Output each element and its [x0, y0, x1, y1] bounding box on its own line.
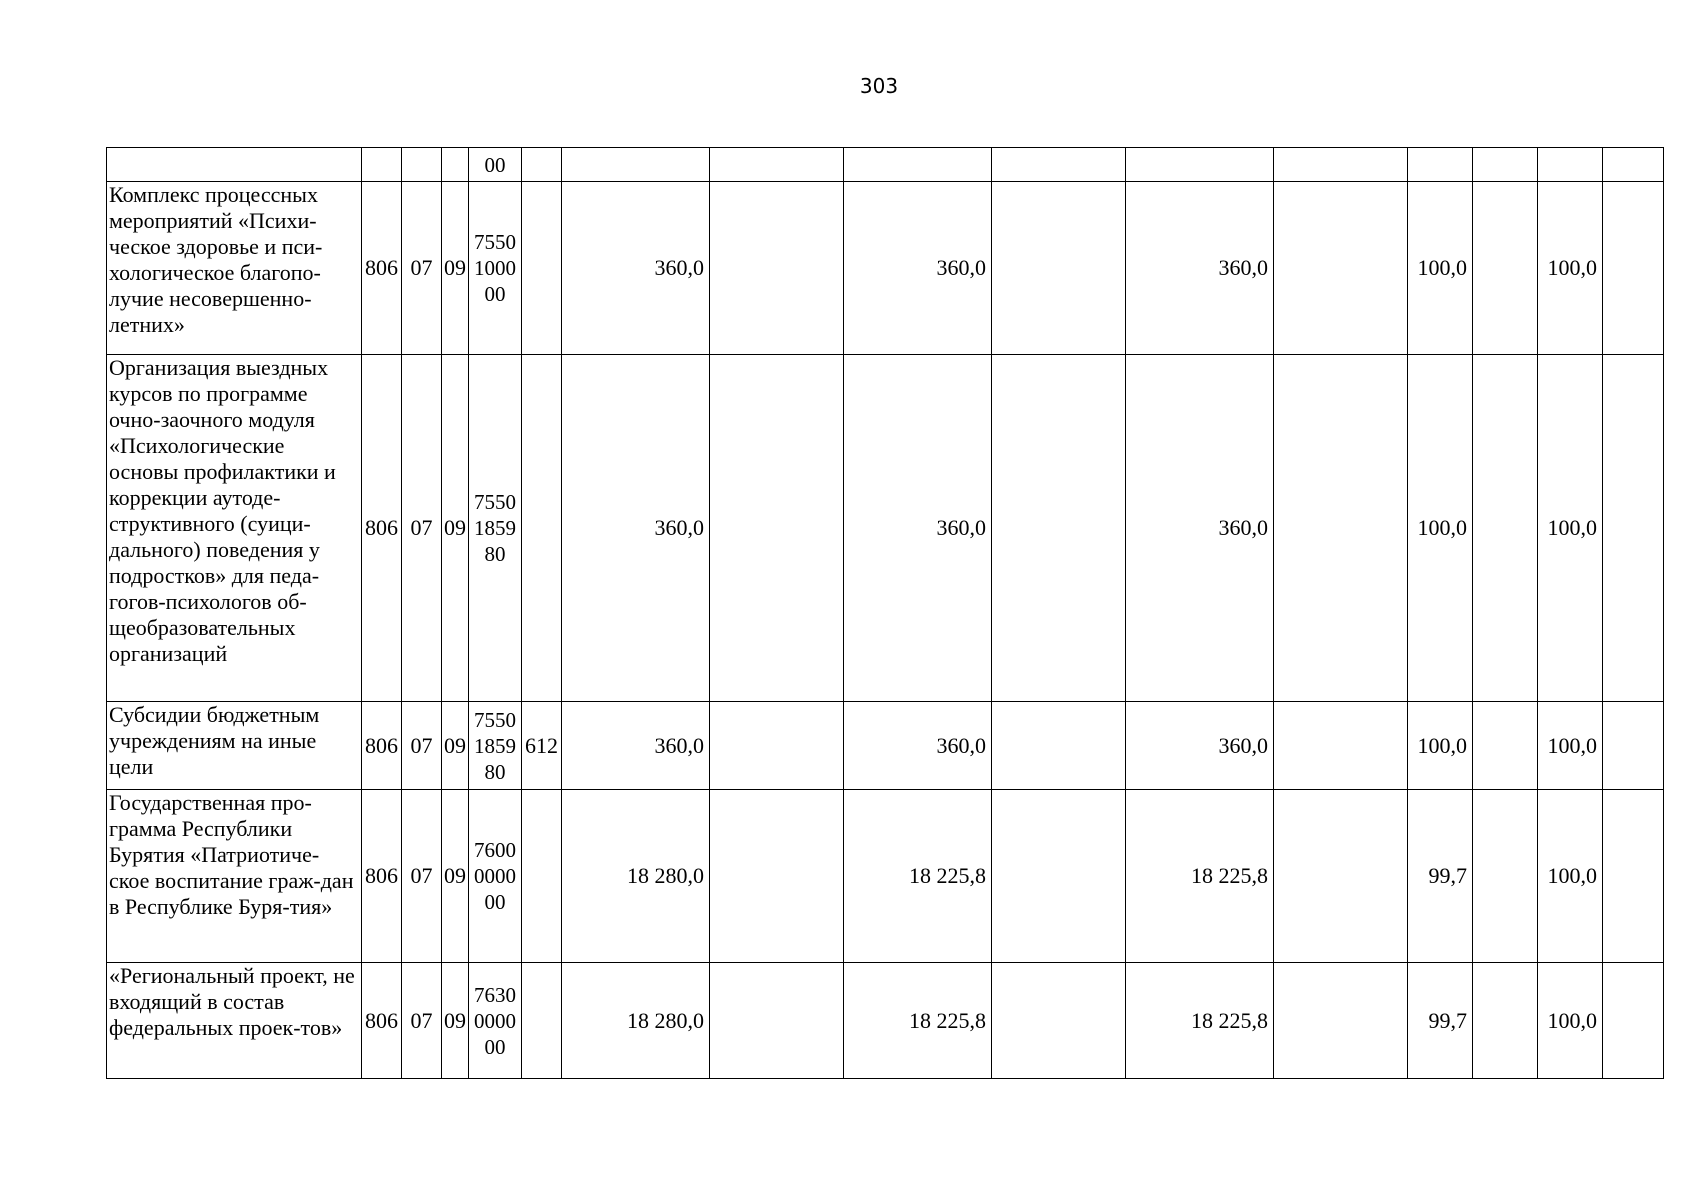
plan-amount-cell: 360,0: [562, 182, 710, 355]
empty-cell: [710, 148, 844, 182]
empty-cell: [710, 790, 844, 963]
target-article-part: 7550: [474, 490, 516, 514]
empty-cell: [992, 963, 1126, 1079]
empty-cell: [1473, 148, 1538, 182]
target-article-part: 0000: [474, 1008, 516, 1033]
percent-ratio-cell: 100,0: [1538, 963, 1603, 1079]
empty-cell: [1603, 790, 1664, 963]
executed-amount-cell: 18 225,8: [1126, 790, 1274, 963]
target-article-part: 80: [484, 542, 506, 566]
row-name-cell: Государственная про-грамма Республики Бурятия «Патриотиче-ское воспитание граж-дан в Республике Буря-тия»: [107, 790, 362, 963]
target-article-cell: [469, 182, 522, 355]
target-article-part: 7600: [474, 838, 516, 862]
target-article-cell: [469, 355, 522, 702]
section-code-cell: 07: [402, 355, 442, 702]
percent-ratio-cell: 100,0: [1538, 702, 1603, 790]
executed-amount-cell: 18 225,8: [1126, 963, 1274, 1079]
executed-amount-cell: 360,0: [1126, 355, 1274, 702]
ved-code-cell: 806: [362, 790, 402, 963]
target-article-part: 00: [484, 1034, 506, 1059]
executed-amount-cell: 360,0: [1126, 702, 1274, 790]
row-name-cell: Комплекс процессных мероприятий «Психи-ческое здоровье и пси-хологическое благопо-лучие несовершенно-летних»: [107, 182, 362, 355]
percent-ratio-cell: [1538, 148, 1603, 182]
target-article-part: 0000: [474, 864, 516, 888]
expense-type-cell: [522, 963, 562, 1079]
fact-amount-cell: 360,0: [844, 355, 992, 702]
percent-ratio-cell: 100,0: [1538, 790, 1603, 963]
empty-cell: [1274, 702, 1408, 790]
subsection-code-cell: 09: [442, 963, 469, 1079]
row-name-cell: Организация выездных курсов по программе очно-заочного модуля «Психологические основы профилактики и коррекции аутоде-структивного (суици-дального) поведения у подростков» для педа-гогов-психологов об-щеобразовательных организаций: [107, 355, 362, 702]
table-row: [107, 182, 1664, 355]
target-article-cell: [469, 790, 522, 963]
empty-cell: [1603, 355, 1664, 702]
subsection-code-cell: 09: [442, 355, 469, 702]
target-article-cell: [469, 963, 522, 1079]
percent-execution-cell: 100,0: [1408, 702, 1473, 790]
page-number: 303: [859, 74, 899, 98]
empty-cell: [992, 355, 1126, 702]
subsection-code-cell: 09: [442, 702, 469, 790]
budget-table: [106, 147, 1664, 1079]
expense-type-cell: [522, 790, 562, 963]
plan-amount-cell: 360,0: [562, 702, 710, 790]
empty-cell: [1603, 182, 1664, 355]
executed-amount-cell: [1126, 148, 1274, 182]
target-article-part: 80: [484, 759, 506, 784]
empty-cell: [710, 963, 844, 1079]
plan-amount-cell: [562, 148, 710, 182]
ved-code-cell: 806: [362, 182, 402, 355]
target-article-part: 00: [484, 282, 506, 306]
subsection-code-cell: [442, 148, 469, 182]
empty-cell: [992, 148, 1126, 182]
empty-cell: [1603, 963, 1664, 1079]
expense-type-cell: [522, 355, 562, 702]
target-article-cell: [469, 148, 522, 182]
empty-cell: [710, 355, 844, 702]
ved-code-cell: 806: [362, 355, 402, 702]
fact-amount-cell: [844, 148, 992, 182]
empty-cell: [1473, 790, 1538, 963]
table-row: [107, 355, 1664, 702]
section-code-cell: 07: [402, 963, 442, 1079]
target-article-part: 1859: [474, 733, 516, 758]
empty-cell: [1274, 790, 1408, 963]
percent-ratio-cell: 100,0: [1538, 182, 1603, 355]
target-article-part: 7630: [474, 982, 516, 1007]
section-code-cell: 07: [402, 702, 442, 790]
subsection-code-cell: 09: [442, 182, 469, 355]
empty-cell: [1274, 182, 1408, 355]
percent-execution-cell: 100,0: [1408, 355, 1473, 702]
row-name-cell: Субсидии бюджетным учреждениям на иные цели: [107, 702, 362, 790]
section-code-cell: [402, 148, 442, 182]
empty-cell: [1274, 963, 1408, 1079]
expense-type-cell: [522, 182, 562, 355]
percent-execution-cell: 99,7: [1408, 963, 1473, 1079]
section-code-cell: 07: [402, 790, 442, 963]
fact-amount-cell: 360,0: [844, 702, 992, 790]
empty-cell: [710, 182, 844, 355]
table-row: [107, 148, 1664, 182]
empty-cell: [1473, 355, 1538, 702]
target-article-cell: [469, 702, 522, 790]
percent-execution-cell: 99,7: [1408, 790, 1473, 963]
executed-amount-cell: 360,0: [1126, 182, 1274, 355]
empty-cell: [992, 182, 1126, 355]
empty-cell: [992, 702, 1126, 790]
row-name-cell: «Региональный проект, не входящий в состав федеральных проек-тов»: [107, 963, 362, 1079]
empty-cell: [1473, 182, 1538, 355]
fact-amount-cell: 360,0: [844, 182, 992, 355]
subsection-code-cell: 09: [442, 790, 469, 963]
ved-code-cell: 806: [362, 963, 402, 1079]
ved-code-cell: [362, 148, 402, 182]
target-article-part: 7550: [474, 707, 516, 732]
target-article-part: 7550: [474, 230, 516, 254]
fact-amount-cell: 18 225,8: [844, 963, 992, 1079]
percent-execution-cell: 100,0: [1408, 182, 1473, 355]
empty-cell: [1274, 148, 1408, 182]
percent-execution-cell: [1408, 148, 1473, 182]
target-article-part: 1859: [474, 516, 516, 540]
fact-amount-cell: 18 225,8: [844, 790, 992, 963]
plan-amount-cell: 18 280,0: [562, 963, 710, 1079]
table-row: [107, 702, 1664, 790]
empty-cell: [1603, 148, 1664, 182]
empty-cell: [1603, 702, 1664, 790]
section-code-cell: 07: [402, 182, 442, 355]
empty-cell: [992, 790, 1126, 963]
table-row: [107, 790, 1664, 963]
percent-ratio-cell: 100,0: [1538, 355, 1603, 702]
target-article-part: 00: [484, 890, 506, 914]
table-row: [107, 963, 1664, 1079]
empty-cell: [1274, 355, 1408, 702]
expense-type-cell: [522, 148, 562, 182]
expense-type-cell: 612: [522, 702, 562, 790]
target-article-part: 00: [484, 152, 506, 177]
target-article-part: 1000: [474, 256, 516, 280]
empty-cell: [1473, 963, 1538, 1079]
empty-cell: [710, 702, 844, 790]
plan-amount-cell: 18 280,0: [562, 790, 710, 963]
row-name-cell: [107, 148, 362, 182]
plan-amount-cell: 360,0: [562, 355, 710, 702]
empty-cell: [1473, 702, 1538, 790]
ved-code-cell: 806: [362, 702, 402, 790]
